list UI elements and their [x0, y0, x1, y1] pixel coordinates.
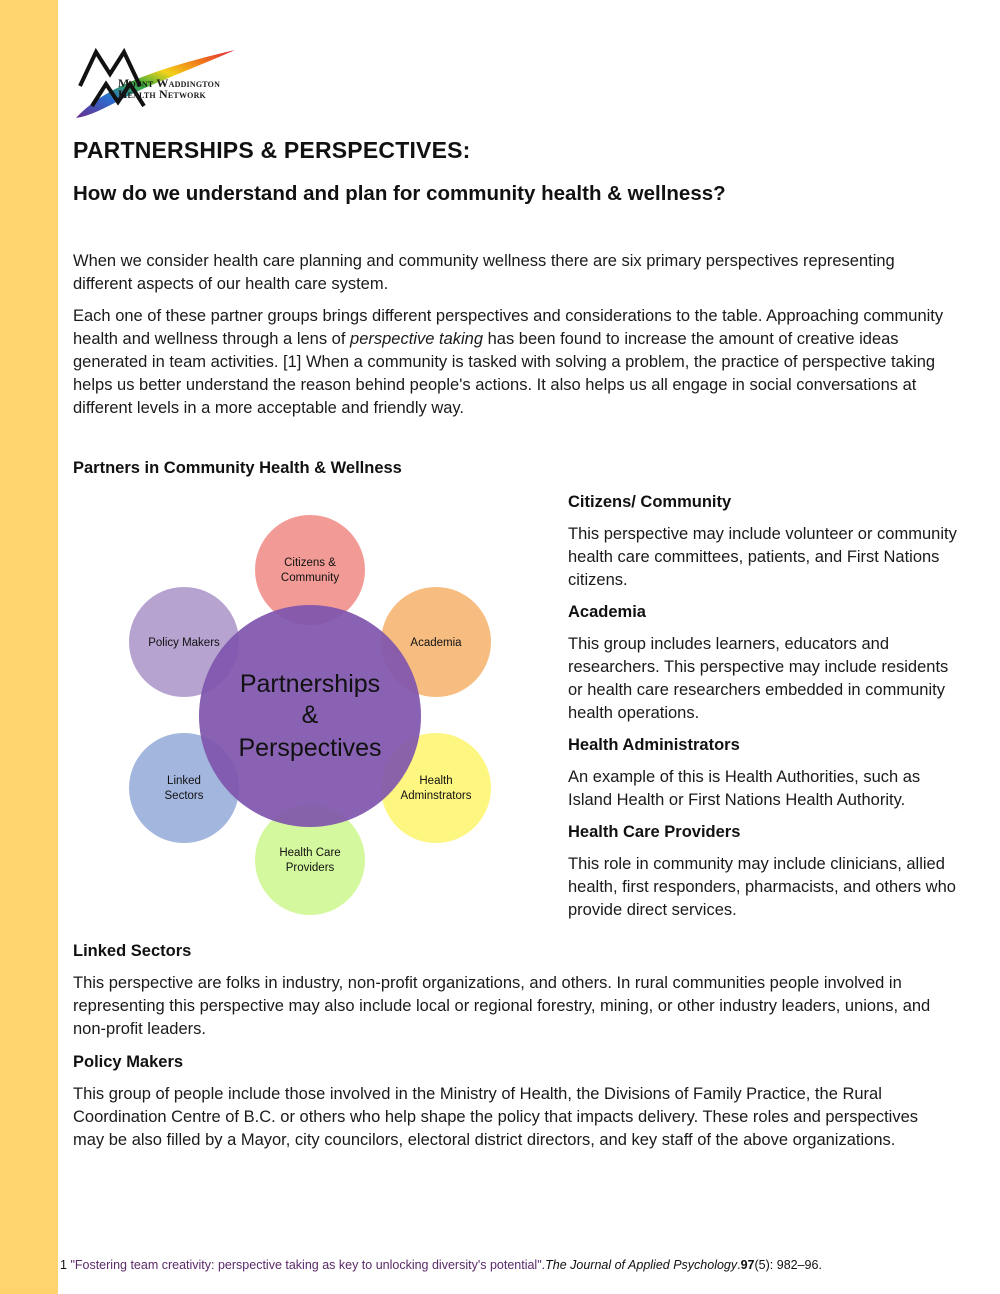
logo-line-1: Mount Waddington — [118, 76, 221, 90]
intro-paragraph-2 — [73, 305, 953, 420]
partnerships-diagram — [88, 494, 548, 926]
footnote-dot: . — [737, 1258, 741, 1272]
footnote — [60, 1258, 822, 1272]
footnote-volume: 97 — [740, 1258, 755, 1272]
node-label-citizens-2: Community — [280, 572, 340, 584]
center-label-line-2: & — [301, 701, 319, 729]
linked-sectors-text: This perspective are folks in industry, non-profit organizations, and others. In rural communities people involved in representing this perspective may also include local or regional forestry, mining, or other industry leaders, unions, and non-profit leaders. — [73, 974, 931, 1038]
policy-makers-heading: Policy Makers — [73, 1053, 184, 1071]
administrators-text: An example of this is Health Authorities, such as Island Health or First Nations Health Authority. — [568, 768, 921, 809]
page-title: PARTNERSHIPS & PERSPECTIVES: — [73, 137, 471, 163]
intro-paragraph-1: When we consider health care planning and community wellness there are six primary perspectives representing different aspects of our health care system. — [73, 252, 895, 293]
citizens-heading: Citizens/ Community — [568, 493, 732, 511]
providers-heading: Health Care Providers — [568, 823, 741, 841]
logo-wordmark — [118, 78, 220, 100]
footnote-number: 1 — [60, 1258, 67, 1272]
node-label-providers-1: Health Care — [279, 847, 341, 859]
page-subtitle: How do we understand and plan for community health & wellness? — [73, 182, 726, 205]
footnote-pages: (5): 982–96. — [754, 1258, 822, 1272]
partners-section-heading: Partners in Community Health & Wellness — [73, 459, 402, 477]
node-label-administrators-2: Adminstrators — [400, 790, 472, 802]
node-label-administrators-1: Health — [419, 775, 453, 787]
administrators-heading: Health Administrators — [568, 736, 740, 754]
footnote-citation-link[interactable]: "Fostering team creativity: perspective taking as key to unlocking diversity's potential". — [70, 1258, 546, 1272]
perspectives-bottom-section — [73, 940, 953, 1162]
intro-p2-emphasis: perspective taking — [350, 330, 484, 348]
node-label-linked-sectors-2: Sectors — [164, 790, 204, 802]
node-label-policy-makers-1: Policy Makers — [148, 637, 220, 649]
perspectives-right-column — [568, 491, 958, 931]
left-accent-bar — [0, 0, 58, 1294]
footnote-journal: The Journal of Applied Psychology — [545, 1258, 738, 1272]
policy-makers-text: This group of people include those involved in the Ministry of Health, the Divisions of Family Practice, the Rural Coordination Centre of B.C. or others who help shape the policy that impacts delivery. These roles and perspectives may be also filled by a Mayor, city councilors, electoral district directors, and key staff of the above organizations. — [73, 1085, 919, 1149]
node-label-providers-2: Providers — [285, 862, 335, 874]
center-label-line-3: Perspectives — [238, 734, 382, 762]
academia-text: This group includes learners, educators and researchers. This perspective may include residents or health care researchers embedded in community health operations. — [568, 635, 949, 722]
academia-heading: Academia — [568, 603, 646, 621]
providers-text: This role in community may include clinicians, allied health, first responders, pharmacists, and others who provide direct services. — [568, 855, 956, 919]
center-label-line-1: Partnerships — [239, 670, 381, 698]
node-label-linked-sectors-1: Linked — [167, 775, 201, 787]
linked-sectors-heading: Linked Sectors — [73, 942, 192, 960]
citizens-text: This perspective may include volunteer or community health care committees, patients, and First Nations citizens. — [568, 525, 957, 589]
intro-p2-part-b: has been found to increase the amount of creative ideas generated in team activities. [1] When a community is tasked with solving a problem, the practice of perspective taking helps us better understand the reason behind people's actions. It also helps us all engage in social conversations at different levels in a more acceptable and friendly way. — [73, 330, 936, 417]
node-label-academia-1: Academia — [410, 637, 462, 649]
intro-p2-part-a: Each one of these partner groups brings different perspectives and considerations to the table. Approaching community health and wellness through a lens of — [73, 307, 944, 348]
logo-line-2: Health Network — [118, 87, 206, 101]
node-label-citizens-1: Citizens & — [284, 557, 336, 569]
